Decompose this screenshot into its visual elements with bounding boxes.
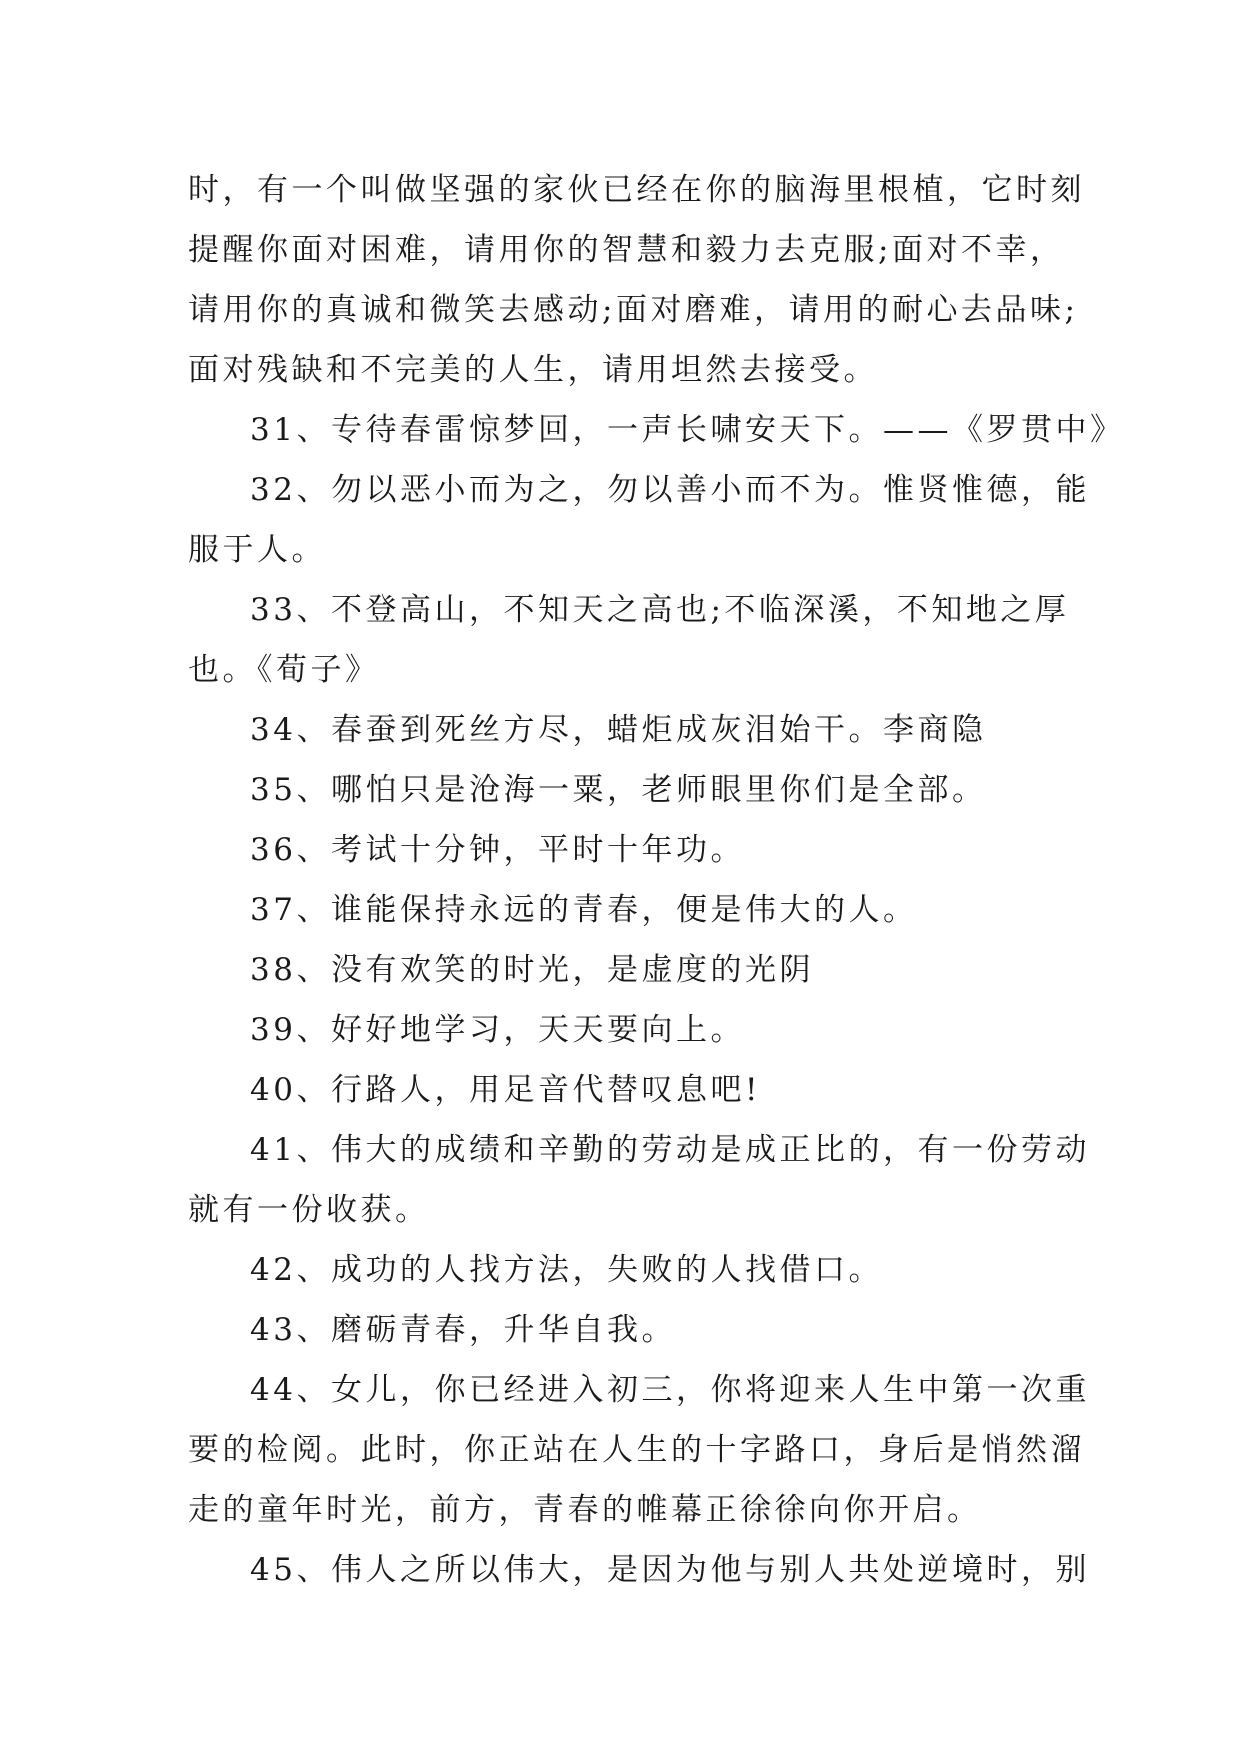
- quote-41: 41、伟大的成绩和辛勤的劳动是成正比的，有一份劳动: [250, 1132, 1090, 1168]
- text-line: 也。《荀子》: [188, 652, 380, 688]
- quote-36: 36、考试十分钟，平时十年功。: [250, 832, 745, 868]
- text-line: 服于人。: [188, 532, 326, 568]
- text-line: 就有一份收获。: [188, 1192, 430, 1228]
- quote-40: 40、行路人，用足音代替叹息吧!: [250, 1072, 761, 1108]
- text-line: 请用你的真诚和微笑去感动;面对磨难，请用的耐心去品味;: [188, 292, 1079, 328]
- quote-34: 34、春蚕到死丝方尽，蜡炬成灰泪始干。李商隐: [250, 712, 987, 748]
- quote-31: 31、专待春雷惊梦回，一声长啸安天下。——《罗贯中》: [250, 412, 1125, 448]
- document-body: [188, 160, 1125, 1600]
- quote-39: 39、好好地学习，天天要向上。: [250, 1012, 745, 1048]
- quote-37: 37、谁能保持永远的青春，便是伟大的人。: [250, 892, 918, 928]
- text-line: 时，有一个叫做坚强的家伙已经在你的脑海里根植，它时刻: [188, 172, 1085, 208]
- text-line: 走的童年时光，前方，青春的帷幕正徐徐向你开启。: [188, 1492, 982, 1528]
- text-line: 要的检阅。此时，你正站在人生的十字路口，身后是悄然溜: [188, 1432, 1085, 1468]
- quote-42: 42、成功的人找方法，失败的人找借口。: [250, 1252, 883, 1288]
- quote-45: 45、伟人之所以伟大，是因为他与别人共处逆境时，别: [250, 1552, 1090, 1588]
- text-line: 提醒你面对困难，请用你的智慧和毅力去克服;面对不幸，: [188, 232, 1065, 268]
- quote-43: 43、磨砺青春，升华自我。: [250, 1312, 676, 1348]
- quote-35: 35、哪怕只是沧海一粟，老师眼里你们是全部。: [250, 772, 987, 808]
- quote-38: 38、没有欢笑的时光，是虚度的光阴: [250, 952, 814, 988]
- quote-32: 32、勿以恶小而为之，勿以善小而不为。惟贤惟德，能: [250, 472, 1090, 508]
- text-line: 面对残缺和不完美的人生，请用坦然去接受。: [188, 352, 878, 388]
- quote-44: 44、女儿，你已经进入初三，你将迎来人生中第一次重: [250, 1372, 1090, 1408]
- quote-33: 33、不登高山，不知天之高也;不临深溪，不知地之厚: [250, 592, 1070, 628]
